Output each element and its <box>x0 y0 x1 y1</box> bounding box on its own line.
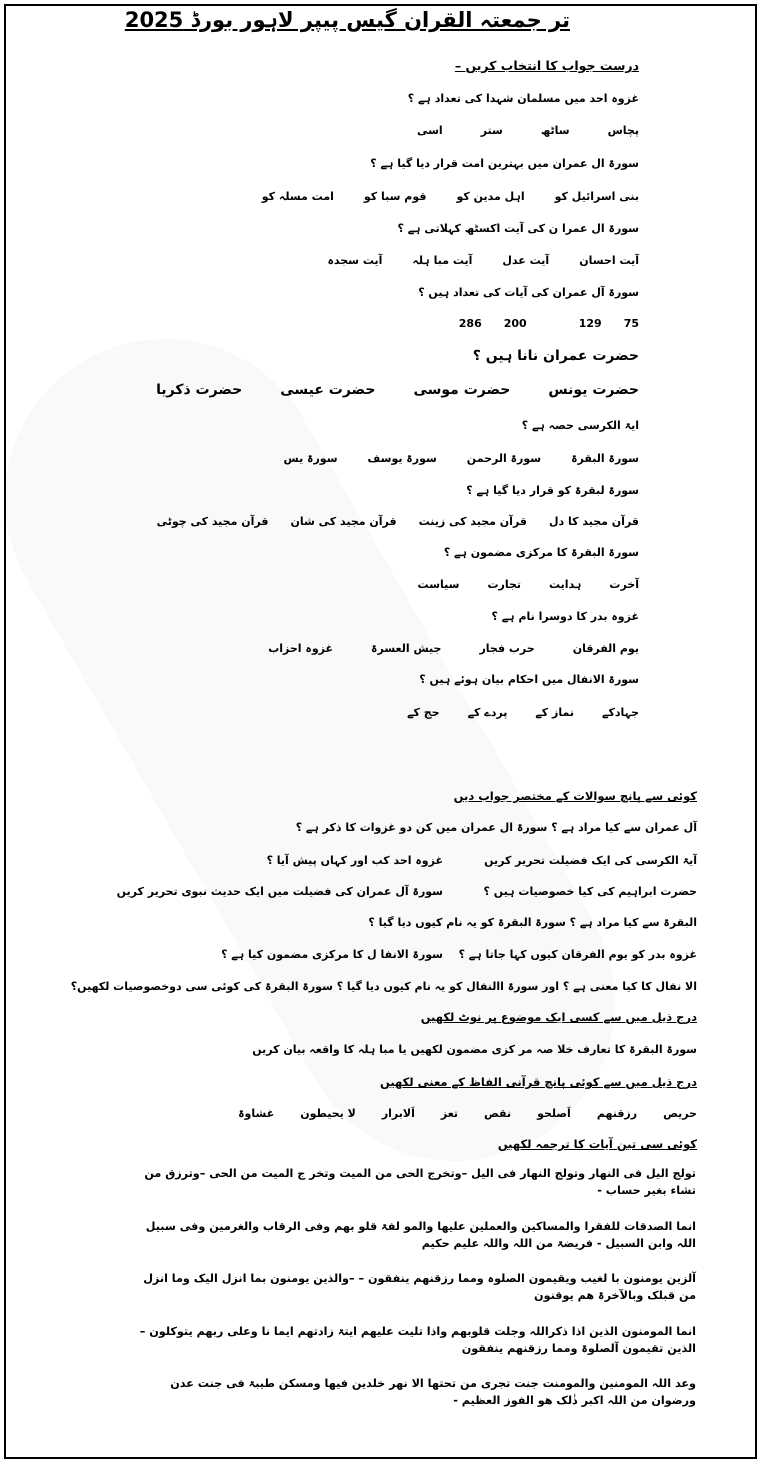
short-question: آل عمران سے کیا مراد ہے ؟ سورۃ ال عمران میں کن دو غزوات کا ذکر ہے ؟ <box>295 821 697 834</box>
mcq-option: 129 <box>578 317 602 330</box>
word-item: لا یحیطون <box>300 1107 356 1120</box>
ayat-heading: کوئی سی تین آیات کا ترجمہ لکھیں <box>497 1137 697 1151</box>
mcq-question: غزوہ احد میں مسلمان شہدا کی تعداد ہے ؟ <box>407 92 639 105</box>
mcq-question: حضرت عمران نانا ہیں ؟ <box>472 348 639 364</box>
mcq-option: قرآن مجید کی زینت <box>418 515 527 528</box>
mcq-options <box>418 578 639 591</box>
mcq-option: حضرت ذکریا <box>156 382 243 398</box>
mcq-heading: درست جواب کا انتخاب کریں – <box>454 58 639 73</box>
mcq-question: ایۃ الکرسی حصہ ہے ؟ <box>521 419 639 432</box>
mcq-option: آخرت <box>609 578 639 591</box>
mcq-option: پردے کے <box>467 706 508 719</box>
mcq-option: جیش العسرۃ <box>371 642 442 655</box>
mcq-options <box>157 515 639 528</box>
mcq-option: قوم سبا کو <box>363 190 427 203</box>
mcq-option: 75 <box>623 317 639 330</box>
mcq-option: بنی اسرائیل کو <box>554 190 639 203</box>
mcq-option: آیت سجدہ <box>327 254 383 267</box>
mcq-option: ستر <box>480 124 503 137</box>
words-heading: درج ذیل میں سے کوئی پانچ قرآنی الفاظ کے معنی لکھیں <box>379 1075 697 1089</box>
short-heading: کوئی سے پانچ سوالات کے مختصر جواب دیں <box>453 789 697 803</box>
mcq-option: اہل مدین کو <box>456 190 525 203</box>
mcq-question: غزوہ بدر کا دوسرا نام ہے ؟ <box>491 610 639 623</box>
mcq-question: سورۃ البقرۃ کا مرکزی مضمون ہے ؟ <box>443 546 639 559</box>
note-topics: سورۃ البقرۃ کا تعارف خلا صہ مر کزی مضمون لکھیں یا مبا ہلہ کا واقعہ بیان کریں <box>252 1043 697 1056</box>
mcq-option: قرآن مجید کی شان <box>290 515 397 528</box>
mcq-option: امت مسلہ کو <box>261 190 334 203</box>
mcq-option: آیت مبا ہلہ <box>412 254 473 267</box>
mcq-option: ہدایت <box>549 578 582 591</box>
mcq-question: سورۃ ال عمرا ن کی آیت اکسٹھ کہلاتی ہے ؟ <box>397 222 639 235</box>
word-item: تعز <box>440 1107 459 1120</box>
word-item: اَصلحو <box>537 1107 571 1120</box>
mcq-option: پچاس <box>607 124 639 137</box>
mcq-option: حضرت یونس <box>548 382 639 398</box>
ayah-text: انما المومنون الذین اذا ذکراللہ وجلت قلوبھم واذا تلیت علیھم ایتۃ زادتھم ایما نا وعلی ربھم یتوکلون –الذین تقیمون آلصلوۃ ومما رزقنھم ینفقون <box>139 1325 696 1355</box>
short-question: غزوہ احد کب اور کہاں پیش آیا ؟ <box>266 854 443 867</box>
mcq-options <box>407 706 639 719</box>
page-title: تر جمعتہ القران گیس پیپر لاہور بورڈ 2025 <box>124 8 570 32</box>
mcq-option: آیت احسان <box>579 254 639 267</box>
mcq-options <box>459 317 639 330</box>
mcq-question: سورۃ الانفال میں احکام بیان ہوئے ہیں ؟ <box>419 673 639 686</box>
mcq-option: قرآن مجید کا دل <box>549 515 639 528</box>
mcq-option: نماز کے <box>535 706 574 719</box>
ayah-text: تولج الیل فی النھار وتولج النھار فی الیل –وتخرج الحی من المیت وتخر ج المیت من الحی –وترزق من تشاء بغیر حساب - <box>144 1167 696 1197</box>
mcq-option: حضرت موسی <box>413 382 511 398</box>
mcq-question: سورۃ ال عمران میں بہترین امت قرار دیا گیا ہے ؟ <box>370 157 639 170</box>
short-question: سورۃ الانفا ل کا مرکزی مضمون کیا ہے ؟ <box>221 948 443 961</box>
mcq-option: 200 <box>503 317 527 330</box>
ayah-text: وعد اللہ المومنین والمومنت جنت تجری من تحتھا الا نھر خلدین فیھا ومسکن طیبۃ فی جنت عدن ورضوان من اللہ اکبر ذٰلک ھو الفوز العظیم - <box>170 1377 696 1407</box>
mcq-option: حج کے <box>407 706 440 719</box>
mcq-option: سیاست <box>417 578 460 591</box>
short-question: سورۃ آل عمران کی فضیلت میں ایک حدیث نبوی تحریر کریں <box>116 885 443 898</box>
short-question: البقرۃ سے کیا مراد ہے ؟ سورۃ البقرۃ کو یہ نام کیوں دیا گیا ؟ <box>368 916 697 929</box>
ayah-text: آلزین یومنون با لغیب ویقیمون الصلوہ ومما رزقنھم ینفقون – –والذین یومنون بما انزل الیک وما انزل من قبلک وبالآخرۃ ھم یوقنون <box>143 1272 696 1302</box>
mcq-options <box>327 254 639 267</box>
mcq-options <box>417 124 639 137</box>
mcq-question: سورۃ آل عمران کی آیات کی تعداد ہیں ؟ <box>418 286 639 299</box>
mcq-option: حرب فجار <box>479 642 535 655</box>
mcq-option: جہادکے <box>602 706 639 719</box>
mcq-question: سورۃ لبقرۃ کو قرار دیا گیا ہے ؟ <box>466 484 639 497</box>
mcq-option: سورۃ الرحمن <box>466 452 542 465</box>
mcq-option: سورۃ یس <box>283 452 338 465</box>
short-question: غزوہ بدر کو یوم الفرقان کیوں کہا جاتا ہے ؟ <box>458 948 697 961</box>
word-item: اَلابرار <box>381 1107 415 1120</box>
note-heading: درج ذیل میں سے کسی ایک موضوع پر نوٹ لکھیں <box>420 1010 697 1024</box>
mcq-option: آیت عدل <box>502 254 550 267</box>
word-item: رزقنھم <box>596 1107 638 1120</box>
mcq-option: ساٹھ <box>540 124 570 137</box>
word-item: نقص <box>484 1107 512 1120</box>
word-list <box>238 1107 697 1120</box>
mcq-options <box>156 382 639 398</box>
mcq-option: اسی <box>416 124 443 137</box>
mcq-option: سورۃ یوسف <box>367 452 437 465</box>
mcq-option: سورۃ البقرۃ <box>571 452 639 465</box>
mcq-options <box>284 452 639 465</box>
short-question: آیۃ الکرسی کی ایک فضیلت تحریر کریں <box>484 854 697 867</box>
mcq-option: یوم الفرقان <box>572 642 639 655</box>
mcq-option: 286 <box>458 317 482 330</box>
ayah-text: انما الصدقات للفقرا والمساکین والعملین علیھا والمو لفۃ قلو بھم وفی الرقاب والغرمین وفی سبیل اللہ وابن السبیل - فریضۃ من اللہ واللہ علیم حکیم <box>145 1220 696 1250</box>
mcq-options <box>268 642 639 655</box>
word-item: حریص <box>663 1107 697 1120</box>
mcq-option: غزوہ احزاب <box>268 642 334 655</box>
mcq-option: تجارت <box>487 578 522 591</box>
short-question: حضرت ابراہیم کی کیا خصوصیات ہیں ؟ <box>483 885 697 898</box>
word-item: غشاوۃ <box>238 1107 275 1120</box>
mcq-options <box>262 190 639 203</box>
mcq-option: حضرت عیسی <box>280 382 376 398</box>
short-question: الا نفال کا کیا معنی ہے ؟ اور سورۃ االنفال کو یہ نام کیوں دیا گیا ؟ سورۃ البقرۃ کی کوئی سی دوخصوصیات لکھیں؟ <box>70 980 697 993</box>
mcq-option: قرآن مجید کی چوٹی <box>156 515 269 528</box>
